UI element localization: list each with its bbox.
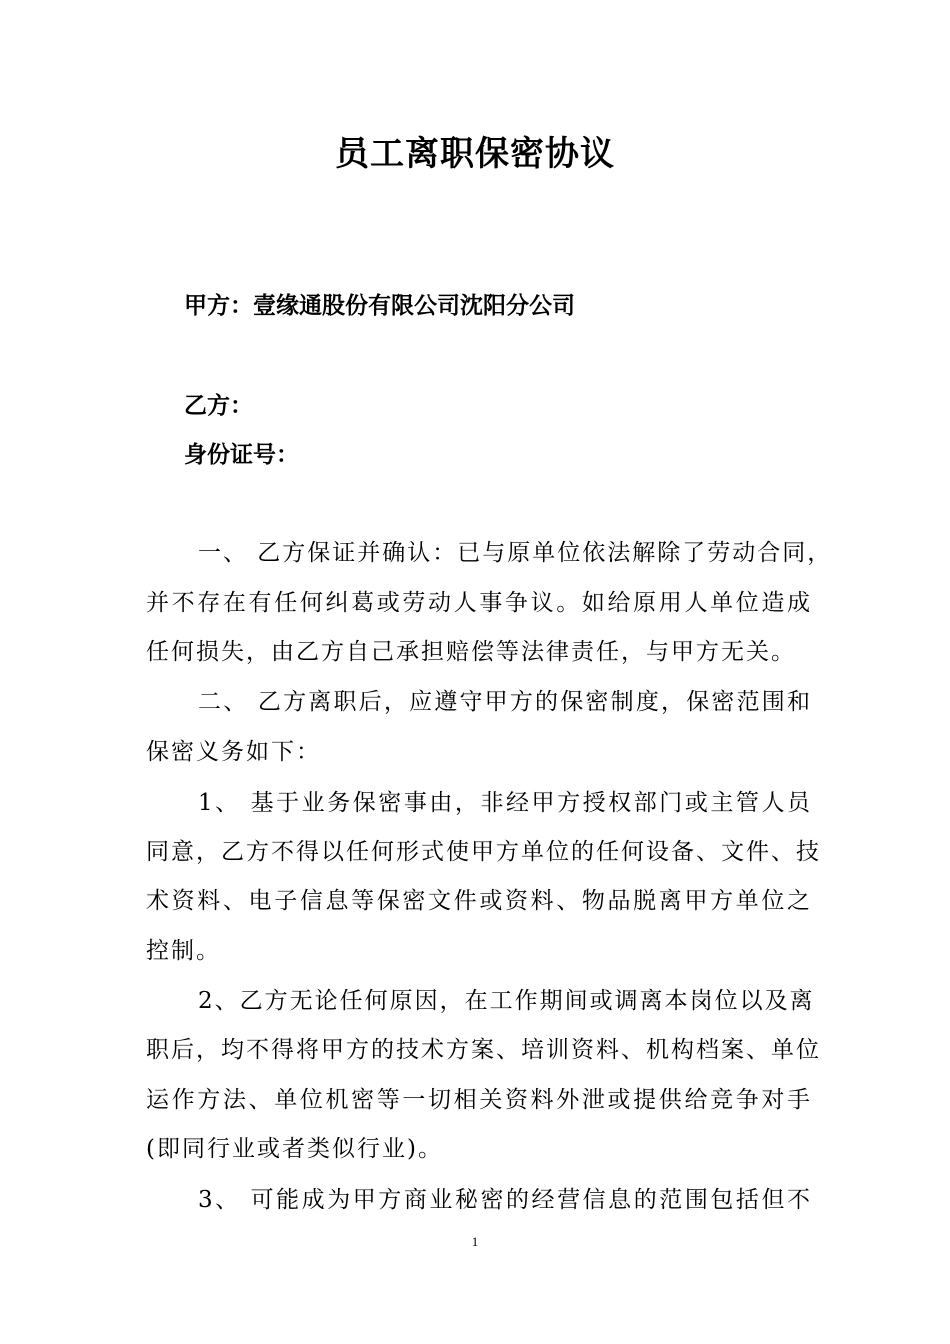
id-number-line: 身份证号：	[184, 442, 299, 468]
document-title: 员工离职保密协议	[335, 134, 615, 174]
item-2-line-2: 职后，均不得将甲方的技术方案、培训资料、机构档案、单位	[146, 1037, 821, 1063]
clause-2-line-2: 保密义务如下：	[146, 739, 321, 765]
clause-1-line-1: 一、 乙方保证并确认：已与原单位依法解除了劳动合同，	[198, 540, 833, 566]
item-1-line-3: 术资料、电子信息等保密文件或资料、物品脱离甲方单位之	[146, 888, 812, 914]
clause-1-line-2: 并不存在有任何纠葛或劳动人事争议。如给原用人单位造成	[146, 590, 812, 616]
item-1-line-4: 控制。	[146, 938, 221, 964]
item-3-line-1: 3、 可能成为甲方商业秘密的经营信息的范围包括但不	[198, 1187, 812, 1213]
page-number: 1	[471, 1234, 479, 1249]
party-a-line: 甲方：壹缘通股份有限公司沈阳分公司	[184, 293, 575, 319]
item-1-line-2: 同意，乙方不得以任何形式使甲方单位的任何设备、文件、技	[146, 839, 821, 865]
clause-2-line-1: 二、 乙方离职后，应遵守甲方的保密制度，保密范围和	[198, 689, 812, 715]
item-2-line-3: 运作方法、单位机密等一切相关资料外泄或提供给竞争对手	[146, 1087, 812, 1113]
clause-1-line-3: 任何损失，由乙方自己承担赔偿等法律责任，与甲方无关。	[146, 639, 796, 665]
item-2-line-4: (即同行业或者类似行业)。	[146, 1136, 443, 1162]
party-b-line: 乙方：	[184, 393, 253, 419]
item-2-line-1: 2、乙方无论任何原因，在工作期间或调离本岗位以及离	[198, 988, 815, 1014]
item-1-line-1: 1、 基于业务保密事由，非经甲方授权部门或主管人员	[198, 790, 812, 816]
